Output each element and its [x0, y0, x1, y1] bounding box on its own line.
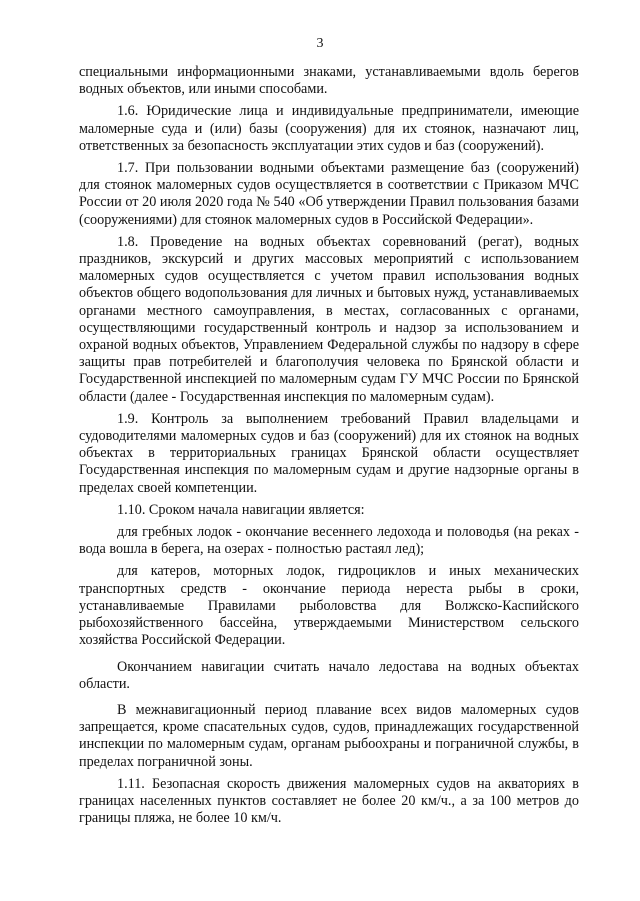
paragraph-1-9: 1.9. Контроль за выполнением требований Правил владельцами и судоводителями маломерных судов и баз (сооружений) для их стоянок на водных объектах в территориальных границах Брянской области осуществляет Государственная инспекция по маломерным судам и другие надзорные органы в пределах своей компетенции.: [79, 410, 579, 496]
page-number: 3: [316, 36, 324, 51]
paragraph-1-11: 1.11. Безопасная скорость движения маломерных судов на акваториях в границах населенных пунктов составляет не более 20 км/ч., а за 100 метров до границы пляжа, не более 10 км/ч.: [79, 775, 579, 827]
paragraph-motor-vessels: для катеров, моторных лодок, гидроциклов и иных механических транспортных средств - окончание периода нереста рыбы в сроки, устанавливаемые Правилами рыболовства для Волжско-Каспийского рыбохозяйственного бассейна, утверждаемыми Министерством сельского хозяйства Российской Федерации.: [79, 563, 579, 649]
paragraph-1-10: 1.10. Сроком начала навигации является:: [117, 501, 365, 518]
paragraph-rowing-boats: для гребных лодок - окончание весеннего ледохода и половодья (на реках - вода вошла в берега, на озерах - полностью растаял лед);: [79, 524, 579, 558]
document-body: [79, 64, 579, 827]
paragraph-navigation-end: Окончанием навигации считать начало ледостава на водных объектах области.: [79, 658, 579, 692]
paragraph-inter-navigation: В межнавигационный период плавание всех видов маломерных судов запрещается, кроме спасательных судов, судов, принадлежащих государственной инспекции по маломерным судам, органам рыбоохраны и пограничной службы, в пределах пограничной зоны.: [79, 701, 579, 770]
paragraph-continuation: специальными информационными знаками, устанавливаемыми вдоль берегов водных объектов, или иными способами.: [79, 64, 579, 98]
paragraph-1-6: 1.6. Юридические лица и индивидуальные предприниматели, имеющие маломерные суда и (или) базы (сооружения) для их стоянок, назначают лиц, ответственных за безопасность эксплуатации этих судов и баз (сооружений).: [79, 103, 579, 154]
paragraph-1-8: 1.8. Проведение на водных объектах соревнований (регат), водных праздников, экскурсий и других массовых мероприятий с использованием маломерных судов осуществляется с учетом правил использования водных объектов общего водопользования для личных и бытовых нужд, устанавливаемых органами местного самоуправления, в местах, согласованных с органами, осуществляющими государственный контроль и надзор за использованием и охраной водных объектов, Управлением Федеральной службы по надзору в сфере защиты прав потребителей и благополучия человека по Брянской области и Государственной инспекцией по маломерным судам ГУ МЧС России по Брянской области (далее - Государственная инспекция по маломерным судам).: [79, 233, 579, 405]
paragraph-1-7: 1.7. При пользовании водными объектами размещение баз (сооружений) для стоянок маломерных судов осуществляется в соответствии с Приказом МЧС России от 20 июля 2020 года № 540 «Об утверждении Правил пользования базами (сооружениями) для стоянок маломерных судов в Российской Федерации».: [79, 160, 579, 228]
